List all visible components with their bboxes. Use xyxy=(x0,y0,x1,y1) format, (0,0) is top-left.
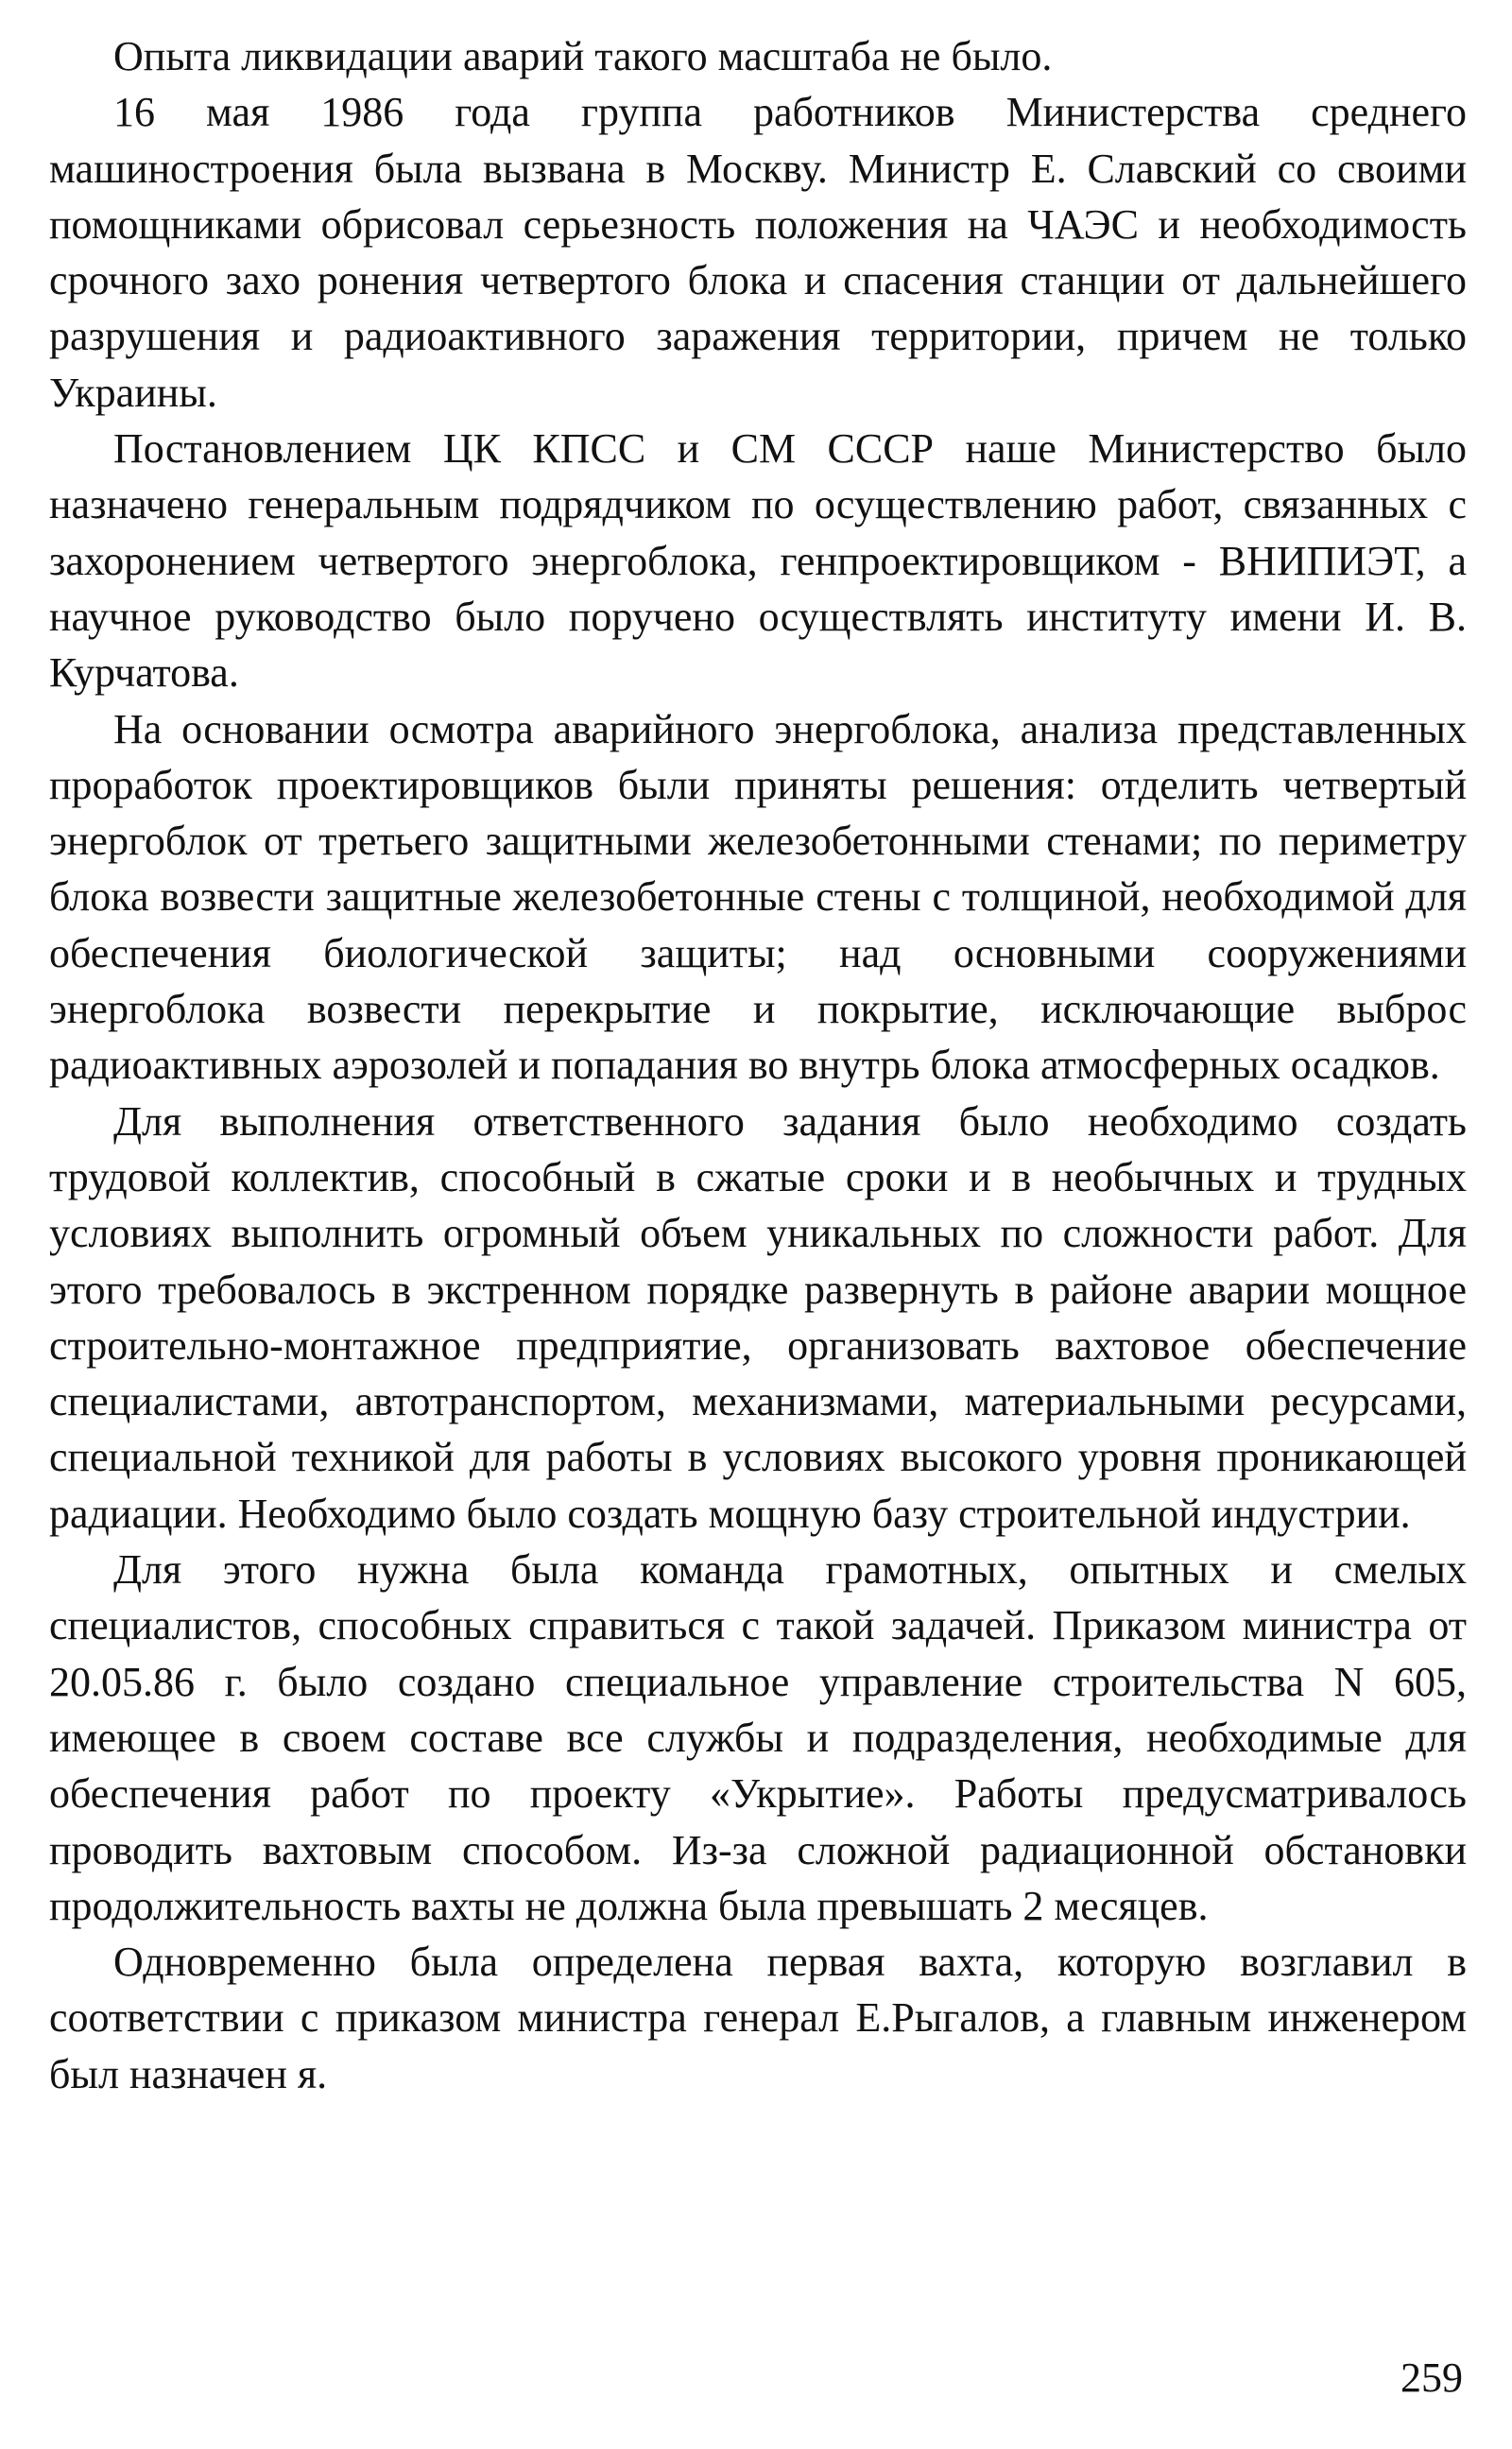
paragraph-4: На основании осмотра аварийного энергоблока, анализа представленных проработок проектировщиков были приняты решения: отделить четвертый энергоблок от третьего защитными железобетонными стенами; по периметру блока возвести защитные железобетонные стены с толщиной, необходимой для обеспечения биологической защиты; над основными сооружениями энергоблока возвести перекрытие и покрытие, исключающие выброс радиоактивных аэрозолей и попадания во внутрь блока атмосферных осадков. xyxy=(49,705,1467,1089)
paragraph-3: Постановлением ЦК КПСС и СМ СССР наше Министерство было назначено генеральным подрядчиком по осуществлению работ, связанных с захоронением четвертого энергоблока, генпроектировщиком - ВНИПИЭТ, а научное руководство было поручено осуществлять институту имени И. В. Курчатова. xyxy=(49,425,1467,697)
paragraph-1: Опыта ликвидации аварий такого масштаба не было. xyxy=(113,33,1053,79)
page-number: 259 xyxy=(1400,2354,1463,2401)
page-body-text xyxy=(49,28,1467,2102)
paragraph-2: 16 мая 1986 года группа работников Министерства среднего машиностроения была вызвана в Москву. Министр Е. Славский со своими помощниками обрисовал серьезность положения на ЧАЭС и необходимость срочного захо ронения четвертого блока и спасения станции от дальнейшего разрушения и радиоактивного заражения территории, причем не только Украины. xyxy=(49,89,1467,416)
paragraph-5: Для выполнения ответственного задания было необходимо создать трудовой коллектив, способный в сжатые сроки и в необычных и трудных условиях выполнить огромный объем уникальных по сложности работ. Для этого требовалось в экстренном порядке развернуть в районе аварии мощное строительно-монтажное предприятие, организовать вахтовое обеспечение специалистами, автотранспортом, механизмами, материальными ресурсами, специальной техникой для работы в условиях высокого уровня проникающей радиации. Необходимо было создать мощную базу строительной индустрии. xyxy=(49,1097,1467,1537)
paragraph-7: Одновременно была определена первая вахта, которую возглавил в соответствии с приказом министра генерал Е.Рыгалов, а главным инженером был назначен я. xyxy=(49,1939,1467,2097)
paragraph-6: Для этого нужна была команда грамотных, опытных и смелых специалистов, способных справиться с такой задачей. Приказом министра от 20.05.86 г. было создано специальное управление строительства N 605, имеющее в своем составе все службы и подразделения, необходимые для обеспечения работ по проекту «Укрытие». Работы предусматривалось проводить вахтовым способом. Из-за сложной радиационной обстановки продолжительность вахты не должна была превышать 2 месяцев. xyxy=(49,1546,1467,1929)
